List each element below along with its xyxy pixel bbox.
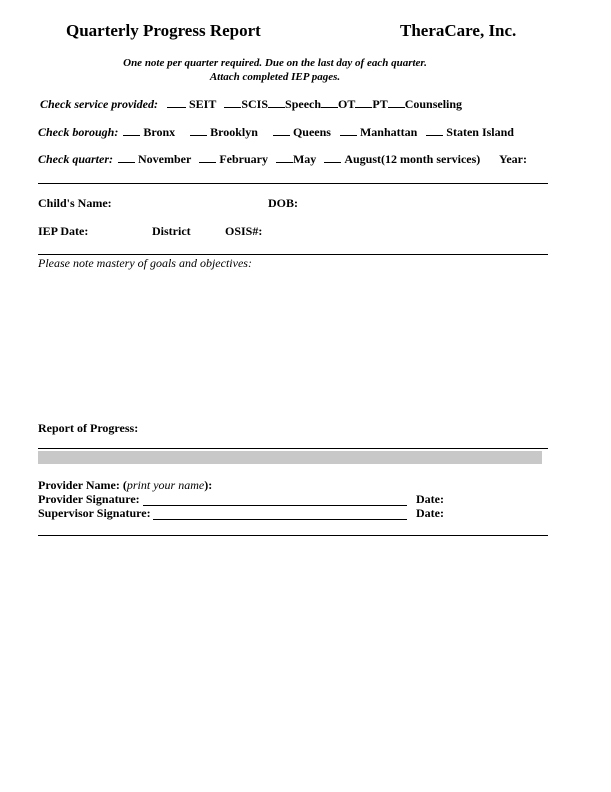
iep-date-label: IEP Date: <box>38 224 89 238</box>
supervisor-signature-row <box>38 506 151 521</box>
quarter-label: Check quarter: <box>38 152 113 166</box>
borough-check-brooklyn[interactable] <box>190 125 207 136</box>
district-field[interactable] <box>195 224 223 238</box>
borough-option-staten-island: Staten Island <box>446 125 514 139</box>
supervisor-signature-line[interactable] <box>153 506 407 520</box>
service-label: Check service provided: <box>40 97 158 111</box>
page-title: Quarterly Progress Report <box>66 21 261 40</box>
provider-date-label: Date: <box>416 492 444 506</box>
quarter-option-february: February <box>219 152 268 166</box>
borough-option-bronx: Bronx <box>143 125 176 139</box>
borough-check-staten-island[interactable] <box>426 125 443 136</box>
dob-field[interactable] <box>300 196 540 210</box>
borough-check-manhattan[interactable] <box>340 125 357 136</box>
service-option-counseling: Counseling <box>404 97 463 111</box>
service-check-seit[interactable] <box>167 97 186 108</box>
instruction-line-1: One note per quarter required. Due on the last day of each quarter. <box>123 57 427 69</box>
iep-date-field[interactable] <box>95 224 150 238</box>
mastery-notes-area[interactable] <box>38 274 548 414</box>
quarter-check-november[interactable] <box>118 152 135 163</box>
quarter-option-august: August(12 month services) <box>344 152 481 166</box>
service-check-counseling[interactable] <box>388 97 405 108</box>
borough-option-manhattan: Manhattan <box>359 125 418 139</box>
provider-signature-label: Provider Signature: <box>38 492 140 506</box>
service-check-ot[interactable] <box>321 97 338 108</box>
quarter-check-august[interactable] <box>324 152 341 163</box>
borough-option-brooklyn: Brooklyn <box>210 125 258 139</box>
quarter-option-november: November <box>138 152 192 166</box>
service-option-pt: PT <box>372 97 388 111</box>
service-option-ot: OT <box>338 97 356 111</box>
report-of-progress-label: Report of Progress: <box>38 421 139 435</box>
service-option-speech: Speech <box>285 97 322 111</box>
service-check-scis[interactable] <box>224 97 241 108</box>
service-option-scis: SCIS <box>241 97 269 111</box>
borough-row <box>38 125 514 140</box>
instruction-line-2: Attach completed IEP pages. <box>209 71 341 83</box>
borough-check-queens[interactable] <box>273 125 290 136</box>
provider-name-close: ): <box>204 478 213 492</box>
service-option-seit: SEIT <box>188 97 217 111</box>
child-name-field[interactable] <box>115 196 260 210</box>
borough-check-bronx[interactable] <box>123 125 140 136</box>
service-check-speech[interactable] <box>268 97 285 108</box>
divider <box>38 254 548 255</box>
mastery-note: Please note mastery of goals and objectives: <box>38 256 252 270</box>
divider <box>38 448 548 449</box>
provider-name-hint: print your name <box>126 478 205 492</box>
provider-name-label: Provider Name: ( <box>38 478 127 492</box>
borough-label: Check borough: <box>38 125 119 139</box>
borough-option-queens: Queens <box>292 125 331 139</box>
divider <box>38 183 548 184</box>
quarter-check-february[interactable] <box>199 152 216 163</box>
shaded-band <box>38 451 542 464</box>
report-of-progress-area[interactable] <box>38 436 548 448</box>
supervisor-date-field[interactable] <box>448 506 538 519</box>
provider-name-row <box>38 478 212 493</box>
child-name-label: Child's Name: <box>38 196 112 210</box>
service-check-pt[interactable] <box>355 97 372 108</box>
supervisor-signature-label: Supervisor Signature: <box>38 506 151 520</box>
district-label: District <box>152 224 191 238</box>
provider-signature-line[interactable] <box>143 492 407 506</box>
supervisor-date-label: Date: <box>416 506 444 520</box>
provider-signature-row <box>38 492 140 507</box>
osis-label: OSIS#: <box>225 224 263 238</box>
company-name: TheraCare, Inc. <box>400 21 517 40</box>
divider <box>38 535 548 536</box>
quarter-check-may[interactable] <box>276 152 293 163</box>
provider-name-field[interactable] <box>220 478 540 491</box>
year-label: Year: <box>499 152 527 166</box>
service-row <box>40 97 462 112</box>
quarter-option-may: May <box>292 152 317 166</box>
osis-field[interactable] <box>265 224 535 238</box>
provider-date-field[interactable] <box>448 492 538 505</box>
dob-label: DOB: <box>268 196 298 210</box>
quarter-row <box>38 152 480 167</box>
